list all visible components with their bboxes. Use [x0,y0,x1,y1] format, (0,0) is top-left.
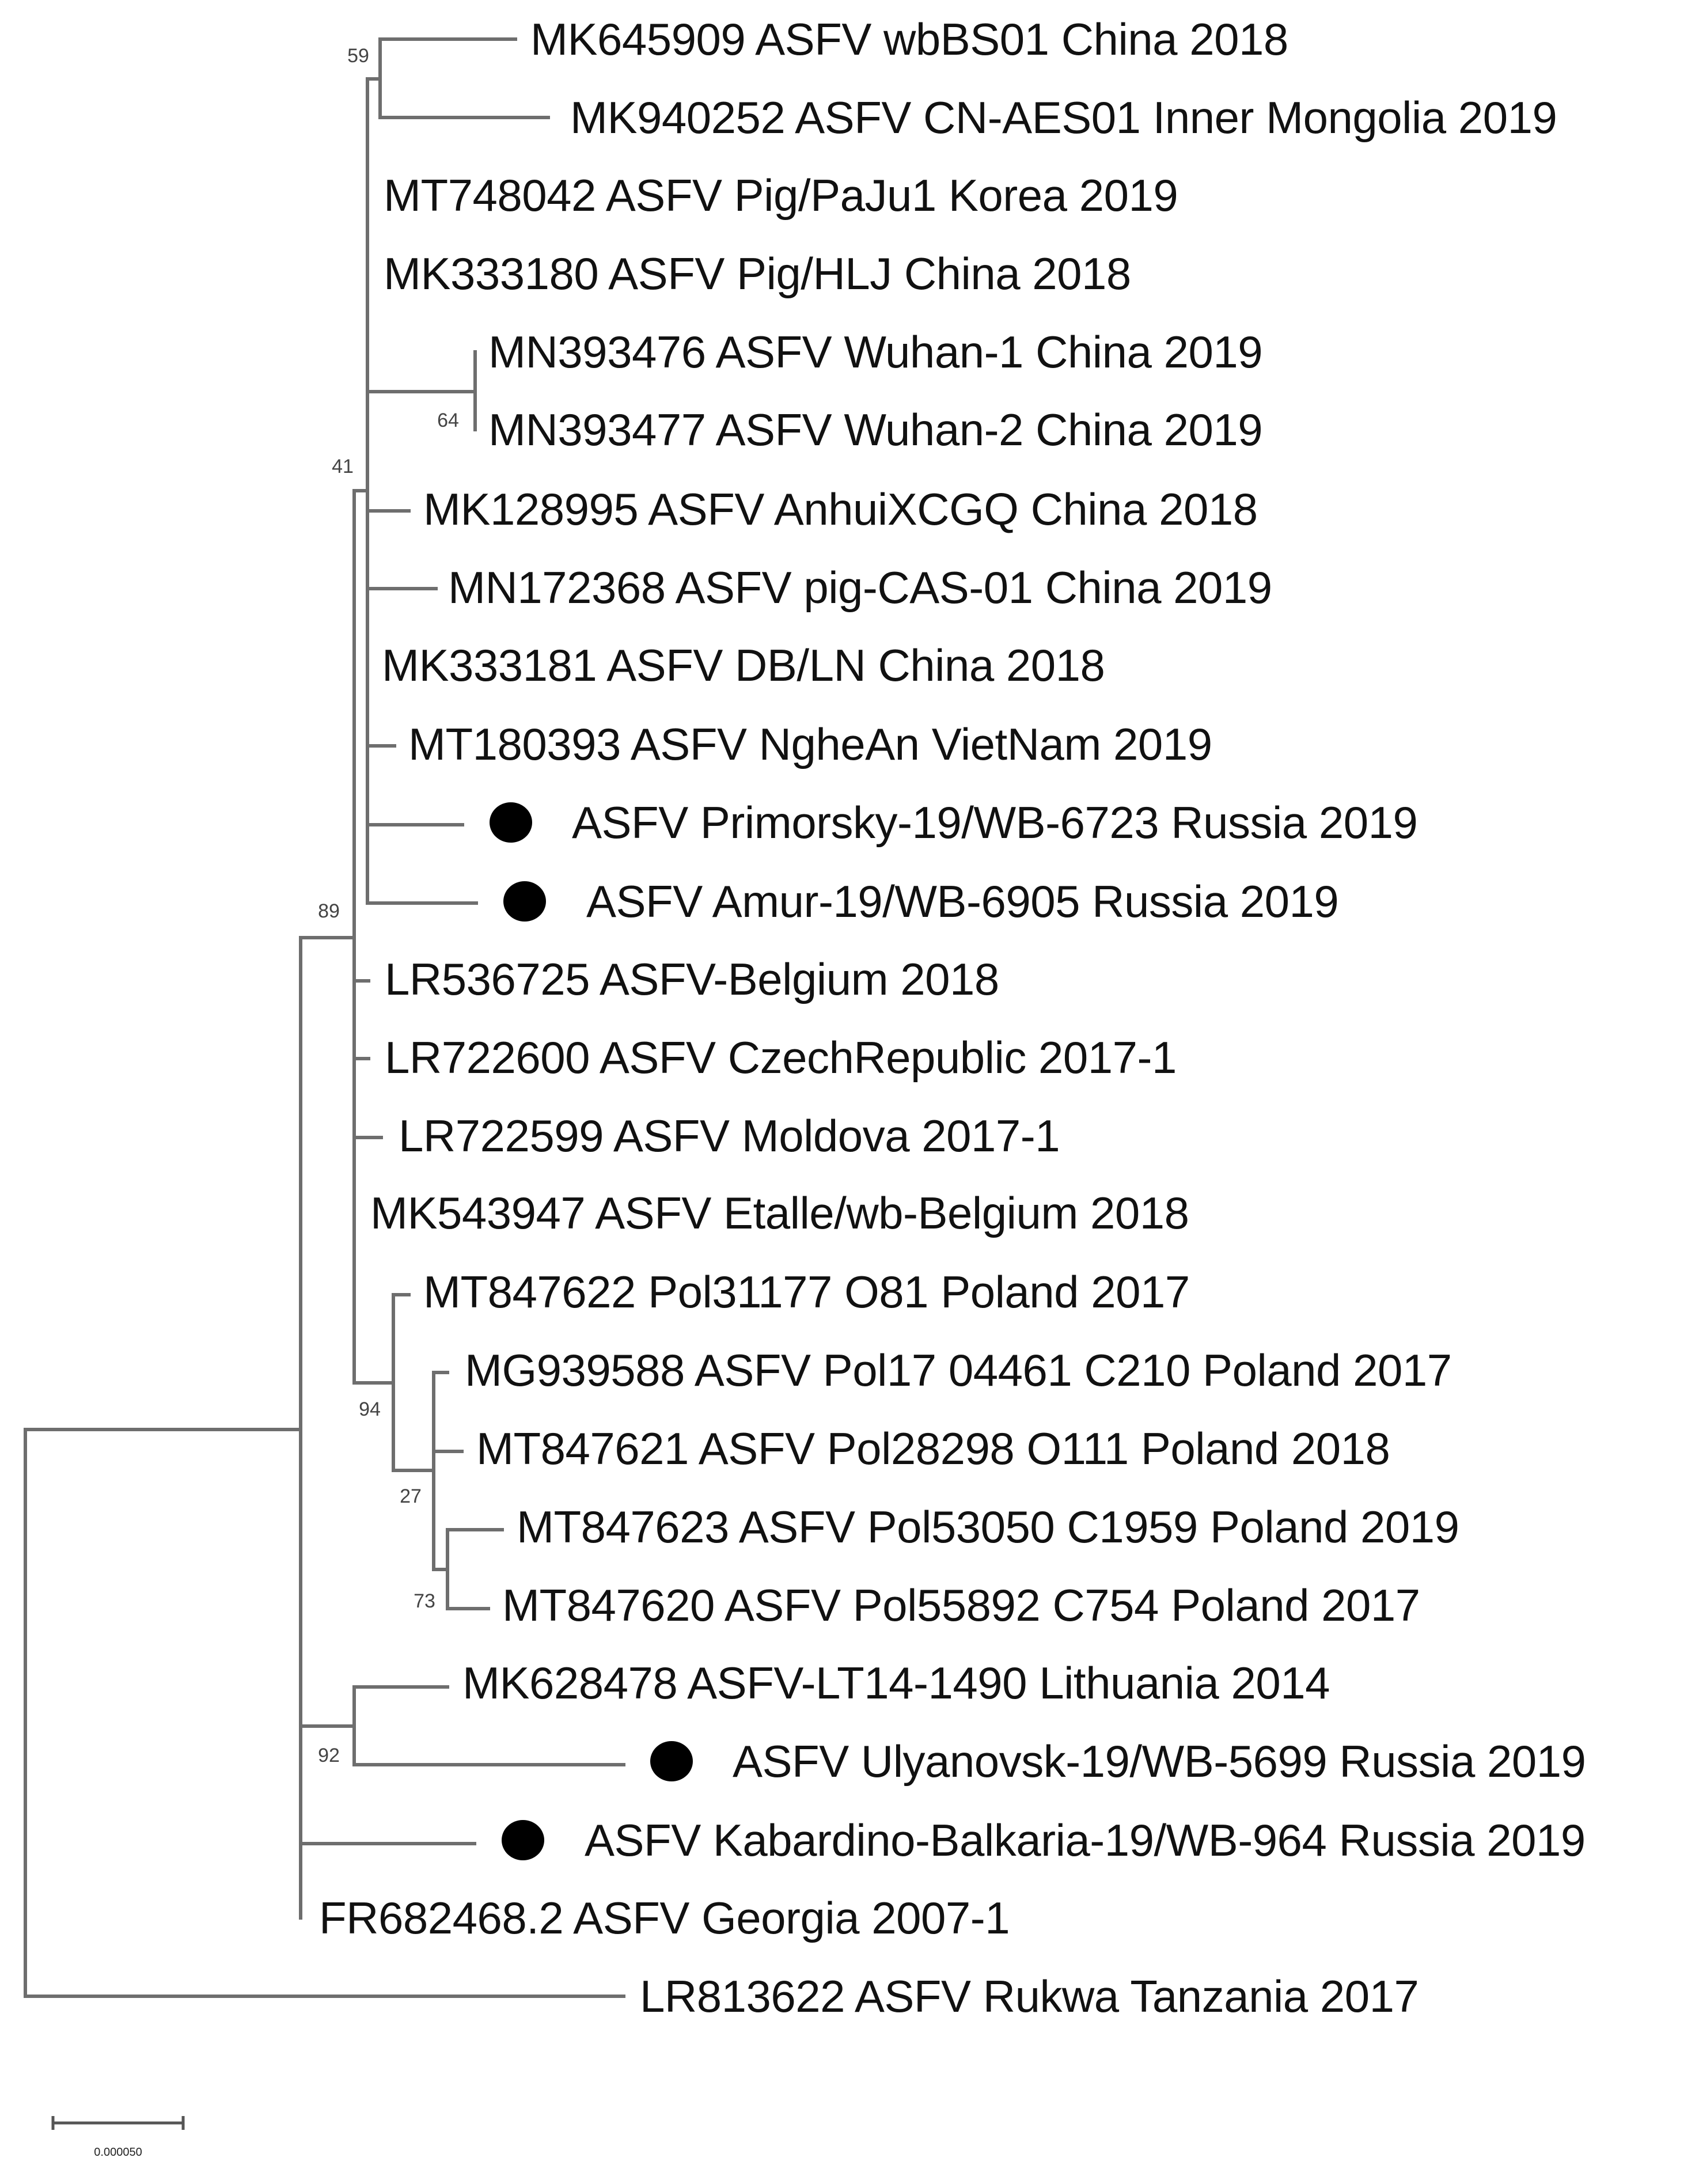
taxon-label: ASFV Ulyanovsk-19/WB-5699 Russia 2019 [733,1736,1586,1787]
taxon-label: LR536725 ASFV-Belgium 2018 [385,954,999,1004]
scale-bar [53,2116,183,2130]
taxon-label: MK940252 ASFV CN-AES01 Inner Mongolia 2019 [570,92,1557,143]
taxon-label: MK543947 ASFV Etalle/wb-Belgium 2018 [370,1188,1189,1238]
taxon-label: MK333180 ASFV Pig/HLJ China 2018 [384,248,1131,299]
taxon-label: LR722600 ASFV CzechRepublic 2017-1 [385,1032,1177,1083]
bootstrap-value: 94 [359,1398,381,1420]
bootstrap-value: 92 [318,1745,340,1766]
taxon-label: LR813622 ASFV Rukwa Tanzania 2017 [640,1971,1419,2022]
scale-bar-label: 0.000050 [94,2146,142,2159]
russia-isolate-marker-icon [503,881,546,922]
bootstrap-value: 41 [332,456,354,477]
taxon-label: MT180393 ASFV NgheAn VietNam 2019 [408,719,1212,769]
russia-isolate-marker-icon [490,802,532,843]
taxon-label: MT847621 ASFV Pol28298 O111 Poland 2018 [476,1423,1390,1474]
taxon-label: ASFV Primorsky-19/WB-6723 Russia 2019 [572,797,1418,848]
taxon-label: MG939588 ASFV Pol17 04461 C210 Poland 2017 [465,1345,1452,1396]
taxon-label: MN172368 ASFV pig-CAS-01 China 2019 [448,562,1272,613]
bootstrap-value: 89 [318,900,340,922]
taxon-label: ASFV Kabardino-Balkaria-19/WB-964 Russia 2019 [585,1815,1586,1865]
taxon-label: MN393476 ASFV Wuhan-1 China 2019 [488,327,1263,377]
taxon-label: LR722599 ASFV Moldova 2017-1 [399,1110,1060,1161]
russia-isolate-marker-icon [502,1820,544,1860]
taxon-label: MK628478 ASFV-LT14-1490 Lithuania 2014 [462,1658,1330,1708]
russia-isolate-marker-icon [650,1741,693,1781]
bootstrap-value: 73 [414,1590,435,1612]
taxon-label: MK128995 ASFV AnhuiXCGQ China 2018 [423,484,1258,534]
taxon-label: MT748042 ASFV Pig/PaJu1 Korea 2019 [384,170,1178,221]
taxon-label: ASFV Amur-19/WB-6905 Russia 2019 [586,876,1339,927]
bootstrap-value: 27 [400,1485,422,1507]
taxon-label: MT847622 Pol31177 O81 Poland 2017 [423,1267,1190,1317]
bootstrap-value: 59 [347,45,369,67]
taxon-label: MT847620 ASFV Pol55892 C754 Poland 2017 [502,1580,1420,1631]
taxon-label: MK333181 ASFV DB/LN China 2018 [382,640,1105,691]
bootstrap-value: 64 [437,410,459,431]
taxon-label: MK645909 ASFV wbBS01 China 2018 [530,14,1288,65]
taxon-label: MT847623 ASFV Pol53050 C1959 Poland 2019 [517,1502,1459,1552]
taxon-label: MN393477 ASFV Wuhan-2 China 2019 [488,404,1263,455]
taxon-label: FR682468.2 ASFV Georgia 2007-1 [319,1893,1010,1943]
